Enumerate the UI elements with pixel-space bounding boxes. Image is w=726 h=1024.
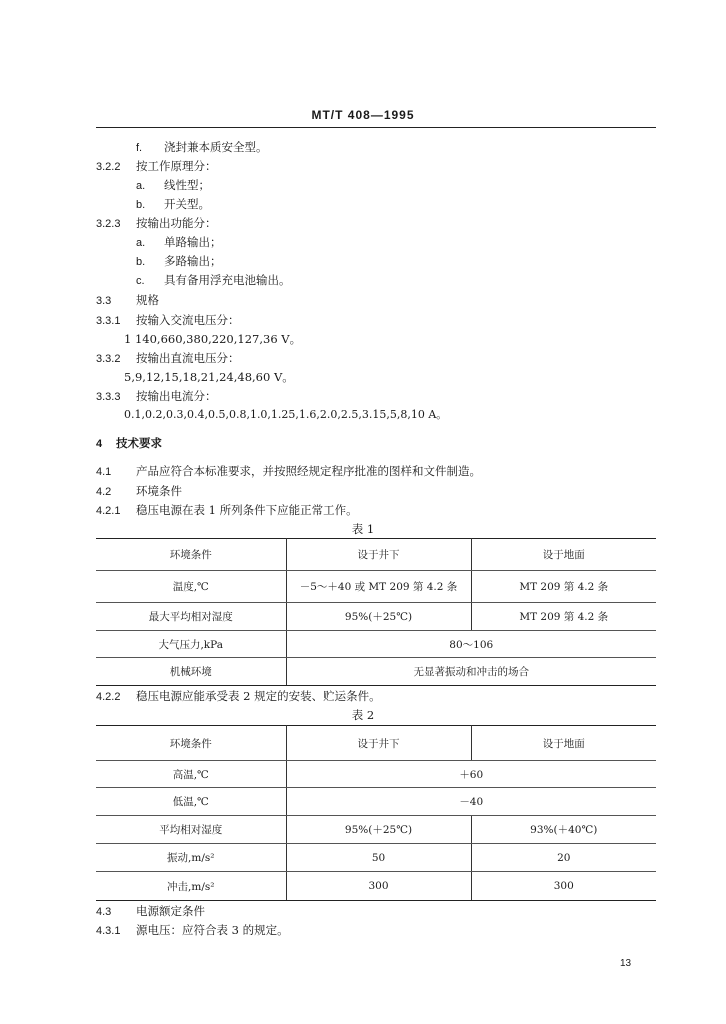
- clause: [96, 293, 159, 308]
- list-item: [96, 140, 268, 155]
- table-row: [96, 631, 656, 658]
- table-cell: 无显著振动和冲击的场合: [286, 658, 656, 686]
- clause-values: 1 140,660,380,220,127,36 V。: [124, 332, 302, 346]
- table-row: [96, 603, 656, 631]
- table-row: [96, 872, 656, 901]
- table-cell: MT 209 第 4.2 条: [471, 603, 656, 631]
- table-row: [96, 658, 656, 686]
- table-header-cell: 设于地面: [471, 539, 656, 571]
- clause-number: 3.2.3: [96, 218, 121, 230]
- item-text: 单路输出；: [164, 235, 222, 249]
- table-row: [96, 844, 656, 872]
- clause-text: 按输出电流分：: [136, 389, 217, 403]
- clause-values: 0.1,0.2,0.3,0.4,0.5,0.8,1.0,1.25,1.6,2.0,2.5,3.15,5,8,10 A。: [124, 408, 448, 421]
- clause-number: 3.3: [96, 295, 112, 307]
- item-text: 具有备用浮充电池输出。: [164, 273, 291, 287]
- clause-number: 4.3.1: [96, 925, 121, 937]
- clause-text: 环境条件: [136, 484, 182, 498]
- section-heading: [96, 436, 162, 451]
- clause-number: 3.2.2: [96, 161, 121, 173]
- clause-text: 按输出功能分：: [136, 216, 217, 230]
- clause-text: 源电压：应符合表 3 的规定。: [136, 923, 289, 937]
- running-header: MT/T 408—1995: [311, 108, 415, 122]
- clause: [96, 484, 182, 499]
- clause-text: 稳压电源应能承受表 2 规定的安装、贮运条件。: [136, 689, 381, 703]
- item-text: 多路输出；: [164, 254, 222, 268]
- table-cell: 高温,℃: [96, 761, 286, 788]
- table-header-row: [96, 539, 656, 571]
- table-cell: 冲击,m/s²: [96, 872, 286, 901]
- item-marker: b.: [136, 199, 146, 211]
- clause-text: 电源额定条件: [136, 904, 205, 918]
- table-cell: 低温,℃: [96, 788, 286, 816]
- item-marker: f.: [136, 142, 143, 154]
- clause: [96, 689, 381, 704]
- list-item: [96, 235, 222, 250]
- clause: [96, 464, 481, 479]
- item-text: 开关型。: [164, 197, 210, 211]
- table-cell: 机械环境: [96, 658, 286, 686]
- clause: [96, 389, 217, 404]
- page-number: 13: [620, 958, 632, 969]
- table-row: [96, 761, 656, 788]
- clause-number: 4.2.2: [96, 691, 121, 703]
- table-cell: 300: [471, 872, 656, 901]
- table-cell: ＋60: [286, 761, 656, 788]
- table-cell: 振动,m/s²: [96, 844, 286, 872]
- table-cell: 最大平均相对湿度: [96, 603, 286, 631]
- table-cell: 95%(＋25℃): [286, 816, 471, 844]
- clause-text: 规格: [136, 293, 159, 307]
- table-cell: 温度,℃: [96, 571, 286, 603]
- clause-number: 3.3.1: [96, 315, 121, 327]
- table-2: [96, 725, 656, 901]
- item-marker: a.: [136, 237, 146, 249]
- clause-number: 3.3.3: [96, 391, 121, 403]
- clause: [96, 216, 217, 231]
- item-marker: b.: [136, 256, 146, 268]
- table-cell: －5～＋40 或 MT 209 第 4.2 条: [286, 571, 471, 603]
- clause: [96, 351, 240, 366]
- clause: [96, 503, 358, 518]
- table-row: [96, 571, 656, 603]
- clause-number: 4.1: [96, 466, 112, 478]
- clause: [96, 159, 217, 174]
- clause-text: 按输入交流电压分：: [136, 313, 240, 327]
- clause-text: 产品应符合本标准要求，并按照经规定程序批准的图样和文件制造。: [136, 464, 481, 478]
- table-row: [96, 816, 656, 844]
- clause-text: 按输出直流电压分：: [136, 351, 240, 365]
- table-header-cell: 环境条件: [96, 726, 286, 761]
- clause-number: 4.3: [96, 906, 112, 918]
- table-header-cell: 环境条件: [96, 539, 286, 571]
- list-item: [96, 178, 210, 193]
- table-cell: MT 209 第 4.2 条: [471, 571, 656, 603]
- table-cell: 大气压力,kPa: [96, 631, 286, 658]
- table-header-cell: 设于地面: [471, 726, 656, 761]
- table-cell: －40: [286, 788, 656, 816]
- table-cell: 平均相对湿度: [96, 816, 286, 844]
- table-cell: 50: [286, 844, 471, 872]
- clause-number: 4.2.1: [96, 505, 121, 517]
- clause: [96, 313, 240, 328]
- table-cell: 20: [471, 844, 656, 872]
- header-rule: [96, 127, 656, 128]
- table-1-caption: 表 1: [351, 522, 375, 536]
- item-marker: a.: [136, 180, 146, 192]
- table-row: [96, 788, 656, 816]
- table-header-row: [96, 726, 656, 761]
- list-item: [96, 197, 210, 212]
- clause-number: 3.3.2: [96, 353, 121, 365]
- table-cell: 93%(＋40℃): [471, 816, 656, 844]
- table-header-cell: 设于井下: [286, 726, 471, 761]
- clause: [96, 923, 289, 938]
- table-cell: 300: [286, 872, 471, 901]
- list-item: [96, 273, 291, 288]
- section-title: 技术要求: [116, 436, 162, 450]
- table-header-cell: 设于井下: [286, 539, 471, 571]
- item-marker: c.: [136, 275, 145, 287]
- table-2-caption: 表 2: [351, 708, 375, 722]
- clause-number: 4.2: [96, 486, 112, 498]
- clause-text: 稳压电源在表 1 所列条件下应能正常工作。: [136, 503, 358, 517]
- section-number: 4: [96, 438, 103, 450]
- clause-text: 按工作原理分：: [136, 159, 217, 173]
- table-cell: 95%(＋25℃): [286, 603, 471, 631]
- list-item: [96, 254, 222, 269]
- clause-values: 5,9,12,15,18,21,24,48,60 V。: [124, 370, 294, 384]
- clause: [96, 904, 205, 919]
- item-text: 线性型；: [164, 178, 210, 192]
- table-cell: 80～106: [286, 631, 656, 658]
- item-text: 浇封兼本质安全型。: [164, 140, 268, 154]
- table-1: [96, 538, 656, 686]
